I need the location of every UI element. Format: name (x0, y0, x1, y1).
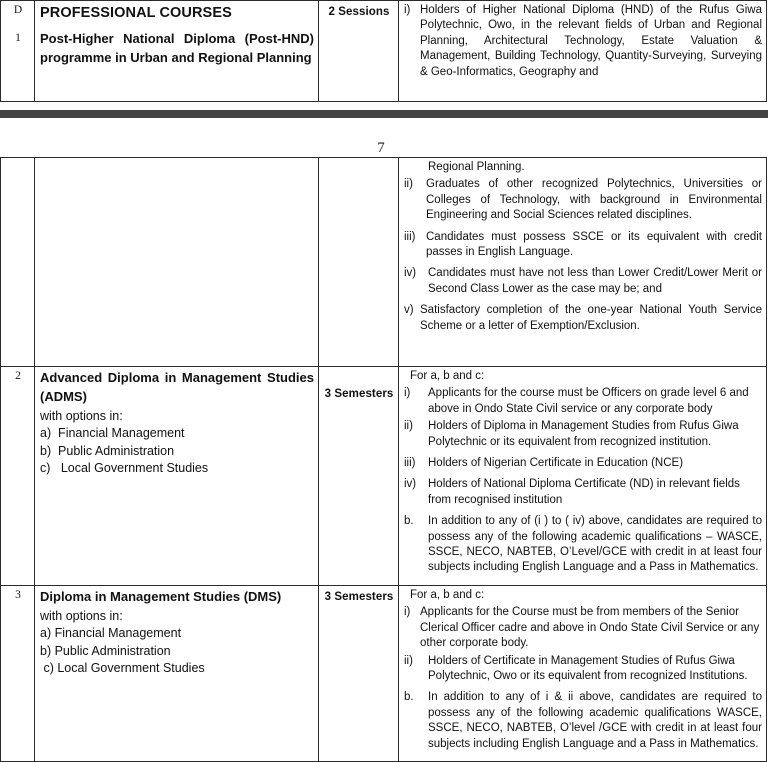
requirement-marker: i) (404, 387, 411, 400)
section-heading: PROFESSIONAL COURSES (40, 5, 232, 21)
course-name: Diploma in Management Studies (DMS) (40, 588, 282, 604)
requirement-item (404, 230, 762, 261)
requirement-text: In addition to any of (i ) to ( iv) above, candidates are required to possess any of the following academic qualifications – WASCE, SSCE, NECO, NABTEB, O’Level/GCE with credit in at least four subjects including English Language and a Pass in Mathematics. (428, 515, 762, 574)
list-item: c) Local Government Studies (40, 461, 209, 476)
requirement-item (404, 654, 762, 685)
list-item: a) Financial Management (40, 625, 182, 640)
requirement-item (404, 514, 762, 576)
table-row (1, 1, 767, 102)
section-letter: D (13, 4, 23, 16)
requirements-preamble: For a, b and c: (410, 588, 485, 601)
table-row (1, 585, 767, 761)
requirement-marker: ii) (404, 178, 413, 191)
requirement-item (404, 3, 762, 80)
page-separator-bar (0, 110, 768, 118)
requirements-cell (399, 1, 767, 102)
course-name: Post-Higher National Diploma (Post-HND) programme in Urban and Regional Planning (40, 30, 314, 65)
requirement-text: In addition to any of i & ii above, candidates are required to possess any of the following academic qualifications WASCE, SSCE, NECO, NABTEB, O’level /GCE with credit in at least four subjects including English Language and a Pass in Mathematics. (428, 691, 762, 750)
course-title-cell (35, 158, 319, 367)
requirement-item (404, 456, 762, 471)
requirement-text: Applicants for the course must be Officers on grade level 6 and above in Ondo State Civil service or any corporate body (428, 387, 749, 415)
requirement-marker: iv) (404, 478, 417, 491)
options-label: with options in: (40, 408, 123, 423)
list-item: b) Public Administration (40, 643, 171, 658)
row-index-cell (1, 158, 35, 367)
row-index-cell: 2 (1, 367, 35, 586)
page-number: 7 (377, 140, 385, 156)
requirement-text: Candidates must have not less than Lower Credit/Lower Merit or Second Class Lower as the case may be; and (428, 267, 762, 295)
requirement-text: Holders of National Diploma Certificate (ND) in relevant fields from recognised institution (428, 478, 740, 506)
requirement-marker: i) (404, 4, 411, 16)
requirement-item (404, 177, 762, 223)
options-list (40, 425, 314, 478)
requirement-text: Candidates must possess SSCE or its equivalent with credit passes in English Language. (426, 230, 762, 259)
requirement-marker: ii) (404, 420, 413, 433)
row-number: 1 (15, 31, 21, 44)
duration-cell (319, 158, 399, 367)
table-row (1, 367, 767, 586)
professional-courses-table-bottom (0, 157, 767, 762)
course-title-cell (35, 367, 319, 586)
requirements-cell (399, 158, 767, 367)
requirement-item (404, 477, 762, 508)
course-name: Advanced Diploma in Management Studies (ADMS) (40, 370, 314, 404)
options-list (40, 625, 314, 678)
requirement-item (404, 303, 762, 334)
requirement-text: Holders of Higher National Diploma (HND) of the Rufus Giwa Polytechnic, Owo, in the relevant fields of Urban and Regional Planning, Architectural Technology, Estate Valuation & Management, Building Technology, Quantity-Surveying, Surveying & Geo-Informatics, Geography and (420, 4, 762, 78)
duration-cell: 2 Sessions (319, 1, 399, 102)
table-row (1, 158, 767, 367)
requirement-marker: v) (404, 304, 414, 317)
requirement-marker: iii) (404, 457, 416, 470)
duration-cell: 3 Semesters (319, 367, 399, 586)
list-item: b) Public Administration (40, 443, 175, 458)
requirement-text: Applicants for the Course must be from members of the Senior Clerical Officer cadre and above in Ondo State Civil Service or any other corporate body. (420, 606, 760, 650)
requirement-marker: b. (404, 691, 414, 704)
requirement-item (404, 605, 762, 651)
requirement-text: Holders of Certificate in Management Studies of Rufus Giwa Polytechnic, Owo or its equivalent from recognized Institutions. (428, 654, 748, 682)
bottom-table-container (0, 157, 767, 762)
list-item: a) Financial Management (40, 425, 185, 440)
requirement-item (404, 266, 762, 297)
requirement-marker: iv) (404, 267, 417, 280)
options-label: with options in: (40, 608, 123, 623)
list-item: c) Local Government Studies (40, 661, 205, 676)
requirements-cell (399, 585, 767, 761)
requirement-text: Holders of Diploma in Management Studies from Rufus Giwa Polytechnic or its equivalent from recognized institution. (428, 420, 739, 448)
requirement-text: Satisfactory completion of the one-year National Youth Service Scheme or a letter of Exemption/Exclusion. (420, 304, 762, 332)
requirement-text: Graduates of other recognized Polytechnics, Universities or Colleges of Technology, with background in Environmental Engineering and Social Sciences related disciplines. (426, 178, 762, 222)
course-title-cell (35, 585, 319, 761)
row-index-cell (1, 1, 35, 102)
requirement-marker: ii) (404, 654, 413, 667)
requirement-marker: iii) (404, 230, 416, 243)
requirement-marker: b. (404, 515, 414, 528)
row-index-cell: 3 (1, 585, 35, 761)
requirements-cell (399, 367, 767, 586)
duration-cell: 3 Semesters (319, 585, 399, 761)
requirement-item (404, 419, 762, 450)
continuation-text: Regional Planning. (428, 161, 525, 173)
top-table-container (0, 0, 767, 102)
requirement-item (404, 386, 762, 417)
requirements-preamble: For a, b and c: (410, 370, 485, 382)
requirement-marker: i) (404, 606, 411, 619)
course-title-cell (35, 1, 319, 102)
requirement-text: Holders of Nigerian Certificate in Education (NCE) (428, 457, 684, 470)
requirement-item (404, 690, 762, 752)
professional-courses-table-top (0, 0, 767, 102)
